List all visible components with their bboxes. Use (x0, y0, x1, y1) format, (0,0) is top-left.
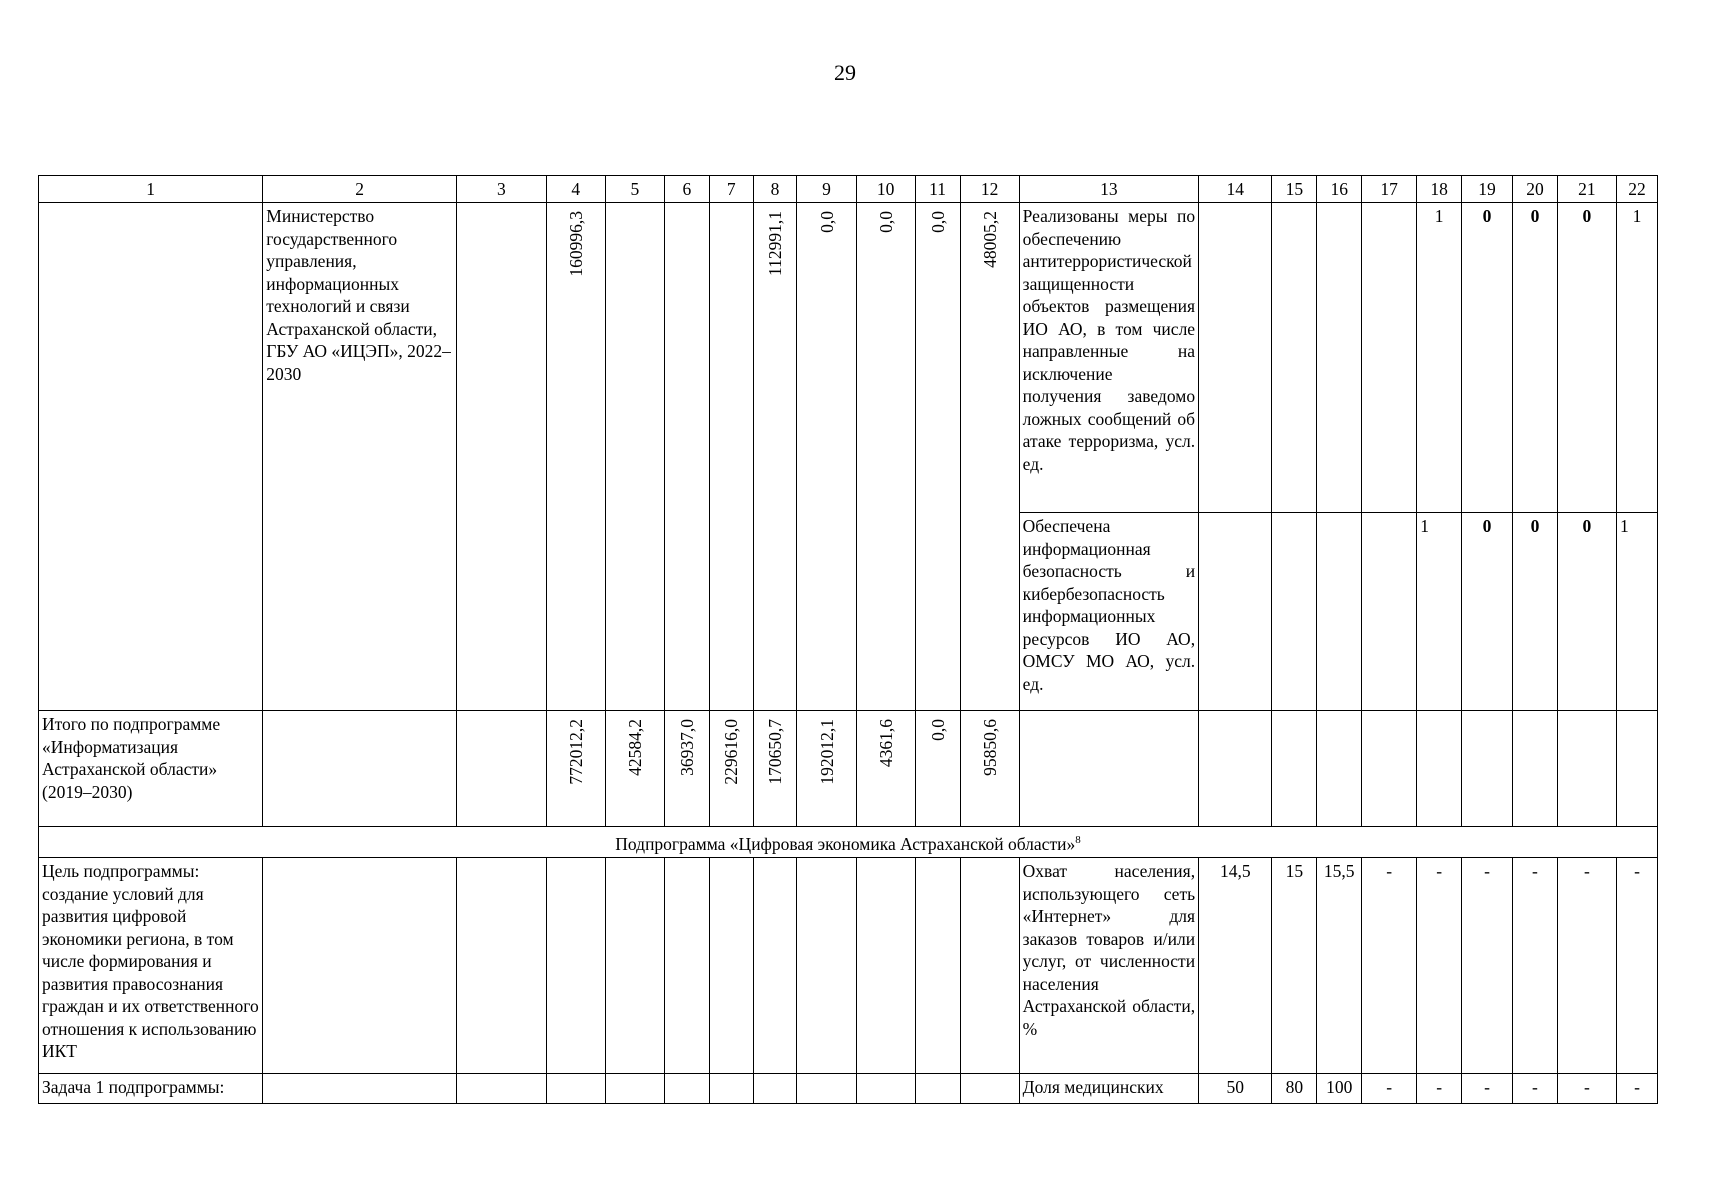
empty-cell (263, 858, 457, 1074)
value-cell (546, 711, 605, 827)
value-text: 36937,0 (676, 719, 697, 776)
empty-cell (856, 858, 915, 1074)
empty-cell (915, 1074, 960, 1104)
value-text: 42584,2 (624, 719, 645, 776)
indicator-value: 1 (1616, 203, 1657, 513)
indicator-value: - (1557, 1074, 1616, 1104)
value-cell (960, 203, 1019, 711)
executor-cell: Министерство государственного управления, информационных технологий и связи Астраханской области, ГБУ АО «ИЦЭП», 2022–2030 (263, 203, 457, 711)
empty-cell (709, 858, 753, 1074)
empty-cell (605, 203, 664, 711)
empty-cell (709, 203, 753, 711)
indicator-value: 0 (1462, 203, 1513, 513)
col-header: 14 (1199, 176, 1272, 203)
value-cell (960, 711, 1019, 827)
col-header: 20 (1513, 176, 1558, 203)
value-cell (753, 711, 797, 827)
goal-row (39, 858, 1658, 1074)
empty-cell (1513, 711, 1558, 827)
value-text: 112991,1 (765, 211, 786, 276)
empty-cell (546, 1074, 605, 1104)
empty-cell (1019, 711, 1198, 827)
empty-cell (456, 711, 546, 827)
value-text: 0,0 (816, 211, 837, 233)
indicator-value: - (1616, 1074, 1657, 1104)
col-header: 10 (856, 176, 915, 203)
empty-cell (546, 858, 605, 1074)
indicator-value: 1 (1417, 513, 1462, 711)
empty-cell (1317, 203, 1362, 513)
col-header: 19 (1462, 176, 1513, 203)
value-cell (797, 203, 856, 711)
empty-cell (1362, 711, 1417, 827)
indicator-value: - (1417, 858, 1462, 1074)
col-header: 16 (1317, 176, 1362, 203)
indicator-value: - (1462, 1074, 1513, 1104)
indicator-value: 14,5 (1199, 858, 1272, 1074)
indicator-value: - (1462, 858, 1513, 1074)
section-title-cell (39, 827, 1658, 858)
empty-cell (664, 858, 709, 1074)
empty-cell (664, 203, 709, 711)
col-header: 12 (960, 176, 1019, 203)
col-header: 4 (546, 176, 605, 203)
indicator-text: Реализованы меры по обеспечению антитеррористической защищенности объектов размещения ИО АО, в том числе направленные на исключение получения заведомо ложных сообщений об атаке терроризма, усл. ед. (1019, 203, 1198, 513)
empty-cell (1362, 513, 1417, 711)
task-label: Задача 1 подпрограммы: (39, 1074, 263, 1104)
empty-cell (263, 711, 457, 827)
indicator-value: - (1417, 1074, 1462, 1104)
indicator-value: 15 (1272, 858, 1317, 1074)
indicator-value: 0 (1513, 203, 1558, 513)
value-text: 0,0 (927, 719, 948, 741)
value-text: 229616,0 (721, 719, 742, 785)
value-cell (709, 711, 753, 827)
indicator-text: Обеспечена информационная безопасность и кибербезопасность информационных ресурсов ИО АО, ОМСУ МО АО, усл. ед. (1019, 513, 1198, 711)
indicator-text: Доля медицинских (1019, 1074, 1198, 1104)
empty-cell (1272, 711, 1317, 827)
empty-cell (456, 1074, 546, 1104)
table-row (39, 203, 1658, 513)
col-header: 2 (263, 176, 457, 203)
page-number: 29 (834, 60, 856, 85)
value-cell (856, 711, 915, 827)
col-header: 13 (1019, 176, 1198, 203)
task-row (39, 1074, 1658, 1104)
value-text: 170650,7 (765, 719, 786, 785)
indicator-value: 0 (1557, 513, 1616, 711)
empty-cell (1417, 711, 1462, 827)
empty-cell (456, 203, 546, 711)
value-text: 95850,6 (979, 719, 1000, 776)
col-header: 9 (797, 176, 856, 203)
indicator-value: - (1362, 858, 1417, 1074)
empty-cell (605, 858, 664, 1074)
empty-cell (915, 858, 960, 1074)
empty-cell (1362, 203, 1417, 513)
indicator-value: - (1513, 858, 1558, 1074)
value-text: 0,0 (875, 211, 896, 233)
total-row (39, 711, 1658, 827)
value-text: 48005,2 (979, 211, 1000, 268)
empty-cell (1199, 203, 1272, 513)
empty-cell (709, 1074, 753, 1104)
empty-cell (664, 1074, 709, 1104)
empty-cell (1272, 513, 1317, 711)
empty-cell (856, 1074, 915, 1104)
col-header: 11 (915, 176, 960, 203)
indicator-value: 100 (1317, 1074, 1362, 1104)
indicator-value: 50 (1199, 1074, 1272, 1104)
total-label: Итого по подпрограмме «Информатизация Астраханской области» (2019–2030) (39, 711, 263, 827)
empty-cell (605, 1074, 664, 1104)
empty-cell (753, 858, 797, 1074)
empty-cell (1317, 513, 1362, 711)
value-text: 0,0 (927, 211, 948, 233)
value-text: 192012,1 (816, 719, 837, 785)
col-header: 15 (1272, 176, 1317, 203)
empty-cell (1199, 711, 1272, 827)
empty-cell (1557, 711, 1616, 827)
value-cell (915, 711, 960, 827)
col-header: 17 (1362, 176, 1417, 203)
empty-cell (797, 858, 856, 1074)
col-header: 6 (664, 176, 709, 203)
empty-cell (753, 1074, 797, 1104)
empty-cell (456, 858, 546, 1074)
empty-cell (1317, 711, 1362, 827)
empty-cell (960, 1074, 1019, 1104)
value-cell (605, 711, 664, 827)
indicator-value: 0 (1557, 203, 1616, 513)
empty-cell (960, 858, 1019, 1074)
indicator-value: - (1362, 1074, 1417, 1104)
indicator-value: 0 (1513, 513, 1558, 711)
value-text: 160996,3 (565, 211, 586, 277)
value-cell (546, 203, 605, 711)
indicator-value: - (1616, 858, 1657, 1074)
value-text: 772012,2 (565, 719, 586, 785)
indicator-value: 1 (1616, 513, 1657, 711)
program-table (38, 175, 1658, 1104)
goal-label: Цель подпрограммы: создание условий для развития цифровой экономики региона, в том числе формирования и развития правосознания граждан и их ответственного отношения к использованию ИКТ (39, 858, 263, 1074)
value-cell (664, 711, 709, 827)
value-cell (797, 711, 856, 827)
section-footnote: 8 (1075, 834, 1081, 846)
empty-cell (1462, 711, 1513, 827)
col-header: 3 (456, 176, 546, 203)
indicator-text: Охват населения, использующего сеть «Интернет» для заказов товаров и/или услуг, от численности населения Астраханской области, % (1019, 858, 1198, 1074)
indicator-value: - (1513, 1074, 1558, 1104)
value-cell (856, 203, 915, 711)
header-row (39, 176, 1658, 203)
section-row (39, 827, 1658, 858)
col-header: 8 (753, 176, 797, 203)
col-header: 1 (39, 176, 263, 203)
col-header: 18 (1417, 176, 1462, 203)
indicator-value: 1 (1417, 203, 1462, 513)
value-cell (753, 203, 797, 711)
indicator-value: 80 (1272, 1074, 1317, 1104)
col-header: 5 (605, 176, 664, 203)
empty-cell (39, 203, 263, 711)
empty-cell (263, 1074, 457, 1104)
col-header: 22 (1616, 176, 1657, 203)
empty-cell (797, 1074, 856, 1104)
value-text: 4361,6 (875, 719, 896, 768)
indicator-value: - (1557, 858, 1616, 1074)
value-cell (915, 203, 960, 711)
indicator-value: 0 (1462, 513, 1513, 711)
empty-cell (1616, 711, 1657, 827)
section-title: Подпрограмма «Цифровая экономика Астраханской области» (615, 833, 1076, 854)
col-header: 21 (1557, 176, 1616, 203)
indicator-value: 15,5 (1317, 858, 1362, 1074)
col-header: 7 (709, 176, 753, 203)
empty-cell (1199, 513, 1272, 711)
empty-cell (1272, 203, 1317, 513)
